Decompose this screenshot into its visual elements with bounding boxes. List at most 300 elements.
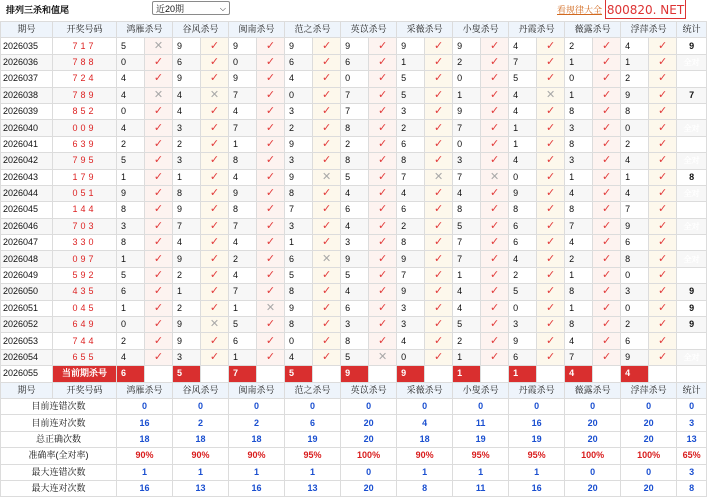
kill-number-cell: 8 (341, 153, 369, 169)
kill-number-cell: 5 (117, 267, 145, 283)
current-kill-number: 6 (117, 366, 145, 382)
kill-number-cell: 9 (397, 284, 425, 300)
result-mark-cell (257, 103, 285, 119)
result-mark-cell (593, 218, 621, 234)
kill-number-cell: 6 (621, 333, 649, 349)
stats-value: 100% (341, 448, 397, 464)
check-icon: ✓ (153, 72, 164, 85)
check-icon: ✓ (321, 269, 332, 282)
result-mark-cell (425, 267, 453, 283)
stats-value: 20 (565, 431, 621, 447)
table-row (1, 120, 707, 136)
result-mark-cell (649, 71, 677, 87)
kill-number-cell: 4 (341, 185, 369, 201)
row-total-cell: 全对 (677, 202, 707, 218)
check-icon: ✓ (546, 55, 556, 68)
kill-number-cell: 2 (117, 333, 145, 349)
row-total-cell: 全对 (677, 103, 707, 119)
period-cell: 2026035 (1, 38, 53, 54)
result-mark-cell (537, 169, 565, 185)
check-icon: ✓ (489, 121, 500, 134)
table-row (1, 153, 707, 169)
check-icon: ✓ (658, 88, 668, 101)
result-mark-cell (425, 349, 453, 365)
kill-number-cell: 5 (509, 284, 537, 300)
row-total-cell: 全对 (677, 54, 707, 70)
check-icon: ✓ (658, 72, 668, 85)
check-icon: ✓ (433, 219, 444, 232)
current-empty-cell (201, 366, 229, 382)
check-icon: ✓ (377, 137, 388, 150)
result-mark-cell (313, 218, 341, 234)
check-icon: ✓ (265, 105, 276, 118)
stats-value: 95% (509, 448, 565, 464)
row-total-cell: 全对 (677, 153, 707, 169)
kill-number-cell: 5 (341, 169, 369, 185)
kill-number-cell: 8 (565, 317, 593, 333)
check-icon: ✓ (265, 318, 276, 331)
check-icon: ✓ (546, 351, 556, 363)
kill-number-cell: 6 (621, 235, 649, 251)
check-icon: ✓ (265, 269, 276, 282)
kill-number-cell: 6 (397, 202, 425, 218)
stats-value: 0 (621, 464, 677, 480)
result-mark-cell (537, 300, 565, 316)
current-label: 当前期杀号 (53, 366, 117, 382)
table-row (1, 185, 707, 201)
result-mark-cell (649, 218, 677, 234)
kill-number-cell: 3 (453, 153, 481, 169)
period-cell: 2026037 (1, 71, 53, 87)
check-icon: ✓ (153, 236, 164, 249)
kill-number-cell: 0 (285, 333, 313, 349)
kill-number-cell: 4 (229, 267, 257, 283)
result-mark-cell (537, 136, 565, 152)
check-icon: ✓ (265, 170, 276, 183)
result-mark-cell (257, 38, 285, 54)
result-mark-cell (537, 317, 565, 333)
result-mark-cell (481, 87, 509, 103)
kill-number-cell: 7 (341, 87, 369, 103)
stats-total: 8 (677, 480, 707, 496)
kill-number-cell: 5 (453, 218, 481, 234)
draw-number-cell: 788 (53, 54, 117, 70)
stats-total: 65% (677, 448, 707, 464)
period-cell: 2026038 (1, 87, 53, 103)
col-header-expert: 谷风杀号 (173, 382, 229, 398)
check-icon: ✓ (265, 154, 276, 167)
select-value: 近20期 (156, 4, 185, 14)
check-icon: ✓ (546, 137, 556, 150)
check-icon: ✓ (546, 170, 556, 183)
period-cell: 2026036 (1, 54, 53, 70)
check-icon: ✓ (377, 285, 388, 298)
kill-number-cell: 4 (453, 185, 481, 201)
stats-value: 13 (173, 480, 229, 496)
cross-icon: ✕ (153, 39, 164, 52)
kill-number-cell: 4 (117, 71, 145, 87)
kill-number-cell: 0 (621, 120, 649, 136)
kill-number-cell: 8 (565, 202, 593, 218)
col-header-expert: 浮萍杀号 (621, 22, 677, 38)
result-mark-cell (313, 153, 341, 169)
stats-value: 11 (453, 480, 509, 496)
check-icon: ✓ (602, 203, 612, 216)
result-mark-cell (649, 54, 677, 70)
result-mark-cell (257, 251, 285, 267)
kill-number-cell: 9 (397, 251, 425, 267)
stats-label: 目前连错次数 (1, 398, 117, 414)
current-total-cell (677, 366, 707, 382)
kill-number-cell: 7 (229, 87, 257, 103)
check-icon: ✓ (265, 39, 276, 52)
kill-number-cell: 3 (173, 120, 201, 136)
kill-number-cell: 3 (621, 284, 649, 300)
result-mark-cell (201, 317, 229, 333)
check-icon: ✓ (489, 351, 500, 363)
kill-number-cell: 6 (341, 54, 369, 70)
draw-number-cell: 703 (53, 218, 117, 234)
check-icon: ✓ (265, 137, 276, 150)
kill-number-cell: 8 (453, 202, 481, 218)
result-mark-cell (145, 71, 173, 87)
result-mark-cell (481, 103, 509, 119)
check-icon: ✓ (377, 187, 388, 200)
result-mark-cell (593, 103, 621, 119)
kill-number-cell: 0 (509, 300, 537, 316)
kill-number-cell: 4 (397, 333, 425, 349)
col-header-expert: 小叟杀号 (453, 22, 509, 38)
kill-number-cell: 0 (285, 87, 313, 103)
check-icon: ✓ (209, 154, 220, 167)
result-mark-cell (201, 235, 229, 251)
kill-number-cell: 8 (397, 235, 425, 251)
kill-number-cell: 2 (229, 251, 257, 267)
result-mark-cell (257, 333, 285, 349)
kill-number-cell: 4 (341, 284, 369, 300)
kill-number-cell: 0 (229, 54, 257, 70)
stats-value: 0 (397, 398, 453, 414)
stats-total: 3 (677, 464, 707, 480)
stats-value: 20 (341, 415, 397, 431)
result-mark-cell (425, 218, 453, 234)
result-mark-cell (649, 267, 677, 283)
check-icon: ✓ (546, 285, 556, 298)
kill-number-cell: 8 (397, 153, 425, 169)
kill-number-cell: 1 (117, 169, 145, 185)
check-icon: ✓ (546, 318, 556, 331)
result-mark-cell (425, 153, 453, 169)
table-row (1, 349, 707, 365)
kill-number-cell: 1 (565, 267, 593, 283)
stats-value: 18 (397, 431, 453, 447)
col-header-expert: 英苡杀号 (341, 382, 397, 398)
check-icon: ✓ (546, 187, 556, 200)
kill-number-cell: 3 (341, 235, 369, 251)
stats-value: 20 (621, 431, 677, 447)
result-mark-cell (537, 153, 565, 169)
kill-number-cell: 3 (173, 153, 201, 169)
check-icon: ✓ (209, 301, 220, 314)
cross-icon: ✕ (321, 252, 332, 265)
result-mark-cell (313, 235, 341, 251)
stats-value: 13 (285, 480, 341, 496)
result-mark-cell (537, 103, 565, 119)
result-mark-cell (593, 267, 621, 283)
stats-value: 1 (509, 464, 565, 480)
check-icon: ✓ (602, 154, 612, 167)
kill-number-cell: 8 (117, 202, 145, 218)
result-mark-cell (649, 284, 677, 300)
stats-value: 20 (341, 431, 397, 447)
stats-value: 95% (453, 448, 509, 464)
result-mark-cell (201, 54, 229, 70)
kill-number-cell: 9 (453, 103, 481, 119)
result-mark-cell (257, 235, 285, 251)
stats-row (1, 480, 707, 496)
stats-value: 0 (565, 398, 621, 414)
check-icon: ✓ (489, 137, 500, 150)
check-icon: ✓ (546, 72, 556, 85)
kill-number-cell: 9 (229, 185, 257, 201)
result-mark-cell (425, 300, 453, 316)
kill-number-cell: 8 (565, 136, 593, 152)
kill-number-cell: 5 (341, 349, 369, 365)
kill-number-cell: 4 (285, 71, 313, 87)
result-mark-cell (369, 103, 397, 119)
row-total-cell: 全对 (677, 235, 707, 251)
check-icon: ✓ (209, 55, 220, 68)
kill-number-cell: 8 (173, 185, 201, 201)
kill-number-cell: 7 (229, 284, 257, 300)
result-mark-cell (313, 103, 341, 119)
result-mark-cell (369, 251, 397, 267)
col-header-total: 统计 (677, 382, 707, 398)
result-mark-cell (481, 349, 509, 365)
result-mark-cell (257, 120, 285, 136)
result-mark-cell (425, 251, 453, 267)
draw-number-cell: 655 (53, 349, 117, 365)
check-icon: ✓ (433, 351, 444, 363)
result-mark-cell (257, 71, 285, 87)
check-icon: ✓ (209, 39, 220, 52)
watermark: 800820. NET (605, 0, 686, 19)
chevron-down-icon: ⌵ (219, 4, 226, 13)
col-header-expert: 英苡杀号 (341, 22, 397, 38)
result-mark-cell (201, 136, 229, 152)
kill-number-cell: 2 (173, 300, 201, 316)
check-icon: ✓ (433, 137, 444, 150)
kill-number-cell: 9 (229, 71, 257, 87)
draw-number-cell: 717 (53, 38, 117, 54)
result-mark-cell (649, 87, 677, 103)
kill-number-cell: 3 (397, 103, 425, 119)
kill-number-cell: 4 (453, 300, 481, 316)
table-row (1, 54, 707, 70)
stats-value: 1 (229, 464, 285, 480)
col-header-draw: 开奖号码 (53, 22, 117, 38)
check-icon: ✓ (433, 187, 444, 200)
result-mark-cell (649, 251, 677, 267)
draw-number-cell: 330 (53, 235, 117, 251)
check-icon: ✓ (433, 203, 444, 216)
check-icon: ✓ (209, 252, 220, 265)
result-mark-cell (201, 103, 229, 119)
check-icon: ✓ (209, 187, 220, 200)
check-icon: ✓ (546, 39, 556, 52)
check-icon: ✓ (265, 121, 276, 134)
check-icon: ✓ (377, 55, 388, 68)
result-mark-cell (537, 185, 565, 201)
check-icon: ✓ (546, 105, 556, 118)
kill-number-cell: 6 (173, 54, 201, 70)
result-mark-cell (649, 235, 677, 251)
result-mark-cell (481, 251, 509, 267)
kill-number-cell: 5 (509, 71, 537, 87)
check-icon: ✓ (658, 351, 668, 363)
result-mark-cell (649, 202, 677, 218)
kill-number-cell: 7 (453, 251, 481, 267)
draw-number-cell: 009 (53, 120, 117, 136)
kill-number-cell: 6 (341, 300, 369, 316)
cross-icon: ✕ (489, 170, 500, 183)
table-row (1, 202, 707, 218)
kill-number-cell: 1 (565, 54, 593, 70)
table-row (1, 284, 707, 300)
col-header-expert: 闽南杀号 (229, 22, 285, 38)
period-cell: 2026043 (1, 169, 53, 185)
current-kill-number: 9 (341, 366, 369, 382)
kill-number-cell: 1 (173, 284, 201, 300)
kill-number-cell: 4 (173, 235, 201, 251)
check-icon: ✓ (153, 318, 164, 331)
check-icon: ✓ (209, 219, 220, 232)
check-icon: ✓ (377, 121, 388, 134)
col-header-expert: 采薇杀号 (397, 382, 453, 398)
result-mark-cell (537, 284, 565, 300)
kill-number-cell: 3 (397, 317, 425, 333)
check-icon: ✓ (658, 269, 668, 282)
check-icon: ✓ (265, 219, 276, 232)
stats-label: 最大连对次数 (1, 480, 117, 496)
kill-number-cell: 0 (565, 71, 593, 87)
period-cell: 2026054 (1, 349, 53, 365)
kill-number-cell: 6 (285, 251, 313, 267)
period-cell: 2026049 (1, 267, 53, 283)
row-total-cell: 全对 (677, 333, 707, 349)
check-icon: ✓ (433, 55, 444, 68)
stats-value: 0 (117, 398, 173, 414)
col-header-expert: 闽南杀号 (229, 382, 285, 398)
kill-number-cell: 4 (229, 235, 257, 251)
check-icon: ✓ (602, 121, 612, 134)
check-icon: ✓ (433, 301, 444, 314)
result-mark-cell (369, 87, 397, 103)
kill-number-cell: 7 (565, 218, 593, 234)
period-range-select[interactable] (152, 1, 230, 15)
result-mark-cell (481, 333, 509, 349)
check-icon: ✓ (489, 203, 500, 216)
col-header-expert: 谷风杀号 (173, 22, 229, 38)
kill-number-cell: 9 (173, 251, 201, 267)
check-icon: ✓ (209, 351, 220, 363)
check-icon: ✓ (321, 187, 332, 200)
kill-number-table (0, 21, 707, 497)
check-icon: ✓ (602, 39, 612, 52)
period-cell: 2026052 (1, 317, 53, 333)
check-icon: ✓ (377, 269, 388, 282)
stats-value: 20 (341, 480, 397, 496)
check-icon: ✓ (153, 219, 164, 232)
check-icon: ✓ (602, 351, 612, 363)
row-total-cell: 全对 (677, 185, 707, 201)
result-mark-cell (145, 333, 173, 349)
check-icon: ✓ (546, 252, 556, 265)
result-mark-cell (369, 349, 397, 365)
period-cell: 2026050 (1, 284, 53, 300)
kill-number-cell: 3 (285, 103, 313, 119)
result-mark-cell (313, 120, 341, 136)
table-row (1, 169, 707, 185)
kill-number-cell: 8 (229, 153, 257, 169)
kill-number-cell: 7 (509, 54, 537, 70)
check-icon: ✓ (658, 301, 668, 314)
result-mark-cell (313, 54, 341, 70)
kill-number-cell: 8 (117, 235, 145, 251)
kill-number-cell: 4 (509, 103, 537, 119)
result-mark-cell (145, 251, 173, 267)
check-icon: ✓ (153, 269, 164, 282)
draw-number-cell: 045 (53, 300, 117, 316)
stats-value: 1 (453, 464, 509, 480)
row-total-cell: 9 (677, 300, 707, 316)
check-icon: ✓ (602, 88, 612, 101)
stats-value: 0 (341, 464, 397, 480)
kill-number-cell: 9 (229, 38, 257, 54)
rules-link[interactable]: 看规律大全 (557, 5, 603, 15)
stats-value: 4 (397, 415, 453, 431)
result-mark-cell (593, 185, 621, 201)
current-empty-cell (257, 366, 285, 382)
kill-number-cell: 4 (621, 153, 649, 169)
result-mark-cell (425, 54, 453, 70)
kill-number-cell: 1 (397, 54, 425, 70)
stats-total: 3 (677, 415, 707, 431)
current-kill-number: 1 (453, 366, 481, 382)
stats-value: 90% (173, 448, 229, 464)
result-mark-cell (593, 251, 621, 267)
result-mark-cell (649, 349, 677, 365)
kill-number-cell: 9 (509, 333, 537, 349)
check-icon: ✓ (433, 121, 444, 134)
result-mark-cell (537, 120, 565, 136)
kill-number-cell: 9 (285, 136, 313, 152)
check-icon: ✓ (321, 203, 332, 216)
result-mark-cell (537, 349, 565, 365)
result-mark-cell (201, 251, 229, 267)
row-total-cell: 全对 (677, 349, 707, 365)
result-mark-cell (593, 153, 621, 169)
result-mark-cell (537, 38, 565, 54)
result-mark-cell (201, 120, 229, 136)
kill-number-cell: 2 (173, 267, 201, 283)
check-icon: ✓ (602, 236, 612, 249)
result-mark-cell (425, 317, 453, 333)
check-icon: ✓ (321, 301, 332, 314)
cross-icon: ✕ (153, 88, 164, 101)
result-mark-cell (369, 317, 397, 333)
check-icon: ✓ (658, 252, 668, 265)
